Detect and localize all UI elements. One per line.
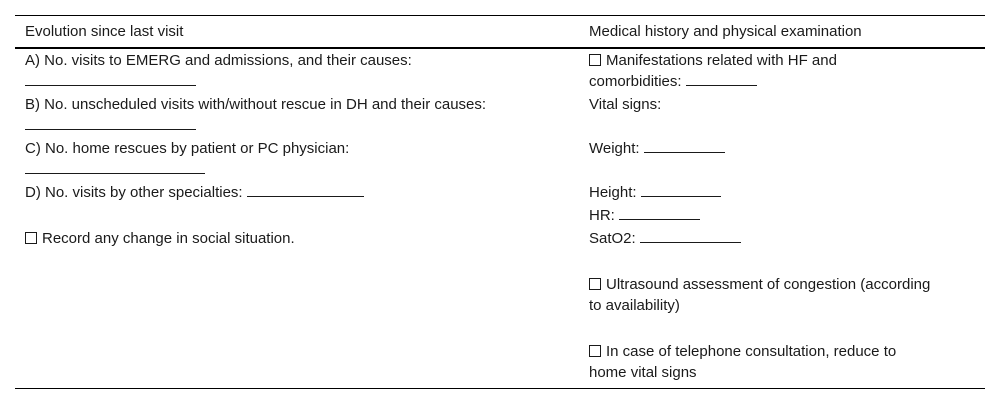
height-label: Height:	[589, 184, 637, 201]
comorbidities-blank[interactable]	[686, 71, 757, 86]
item-home-rescues-label: C) No. home rescues by patient or PC physician:	[25, 140, 350, 157]
hr-label: HR:	[589, 207, 615, 224]
item-home-rescues	[25, 138, 349, 159]
hf-manifestations-label: Manifestations related with HF and	[606, 52, 837, 69]
unscheduled-visits-blank[interactable]	[25, 115, 196, 130]
vital-signs-label: Vital signs:	[589, 96, 662, 113]
checkbox-icon[interactable]	[25, 232, 37, 244]
item-hf-comorbidities	[589, 71, 757, 92]
ultrasound-label: Ultrasound assessment of congestion (according	[606, 276, 931, 293]
item-home-rescues-blank-row	[25, 159, 205, 180]
height-blank[interactable]	[641, 182, 721, 197]
weight-blank[interactable]	[644, 138, 725, 153]
checkbox-icon[interactable]	[589, 278, 601, 290]
item-weight	[589, 138, 725, 159]
item-other-specialties-label: D) No. visits by other specialties:	[25, 184, 243, 201]
table-header-rule	[15, 47, 985, 49]
header-medical-history: Medical history and physical examination	[589, 23, 862, 40]
item-telephone-cont	[589, 362, 697, 383]
sato2-label: SatO2:	[589, 230, 636, 247]
item-hf-manifestations	[589, 50, 837, 71]
table-top-rule	[15, 15, 985, 16]
item-sato2	[589, 228, 741, 249]
checkbox-icon[interactable]	[589, 54, 601, 66]
item-emerg-visits-blank-row	[25, 71, 196, 92]
weight-label: Weight:	[589, 140, 640, 157]
sato2-blank[interactable]	[640, 228, 741, 243]
item-vital-signs	[589, 94, 661, 115]
item-social-situation	[25, 228, 295, 249]
other-specialties-blank[interactable]	[247, 182, 364, 197]
comorbidities-label: comorbidities:	[589, 73, 682, 90]
emerg-visits-blank[interactable]	[25, 71, 196, 86]
item-emerg-visits	[25, 50, 412, 71]
item-hr	[589, 205, 700, 226]
table-bottom-rule	[15, 388, 985, 389]
home-rescues-blank[interactable]	[25, 159, 205, 174]
checkbox-icon[interactable]	[589, 345, 601, 357]
item-unscheduled-visits-blank-row	[25, 115, 196, 136]
telephone-label-cont: home vital signs	[589, 364, 697, 381]
item-other-specialties	[25, 182, 364, 203]
social-situation-label: Record any change in social situation.	[42, 230, 295, 247]
item-unscheduled-visits	[25, 94, 486, 115]
item-height	[589, 182, 721, 203]
header-evolution: Evolution since last visit	[25, 23, 184, 40]
item-emerg-visits-label: A) No. visits to EMERG and admissions, and their causes:	[25, 52, 412, 69]
hr-blank[interactable]	[619, 205, 700, 220]
telephone-label: In case of telephone consultation, reduce to	[606, 343, 897, 360]
item-ultrasound	[589, 274, 930, 295]
ultrasound-label-cont: to availability)	[589, 297, 680, 314]
item-unscheduled-visits-label: B) No. unscheduled visits with/without rescue in DH and their causes:	[25, 96, 487, 113]
item-ultrasound-cont	[589, 295, 680, 316]
item-telephone	[589, 341, 896, 362]
